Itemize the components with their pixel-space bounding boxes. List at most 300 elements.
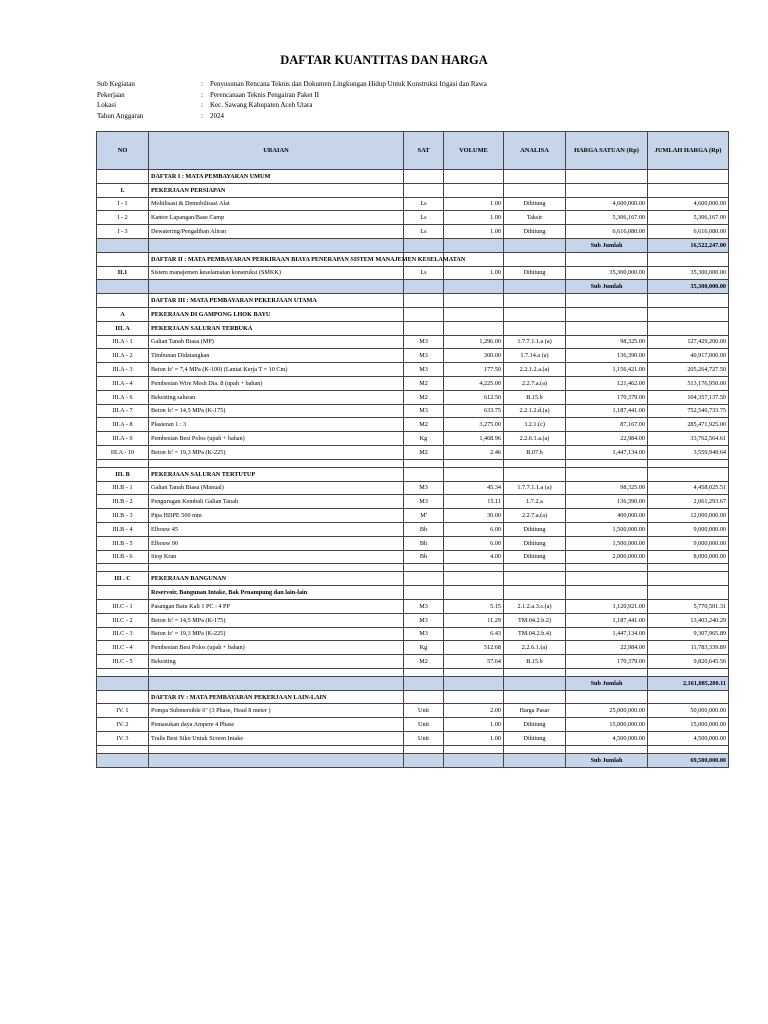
- item-unit-price: 1,447,134.00: [566, 627, 648, 641]
- item-volume: 612.50: [444, 390, 504, 404]
- item-unit: Unit: [404, 704, 444, 718]
- subtotal-row: [97, 238, 729, 252]
- item-volume: 300.00: [444, 349, 504, 363]
- item-total-price: 8,000,000.00: [648, 550, 729, 564]
- empty-cell: [444, 183, 504, 197]
- item-unit-price: 25,000,000.00: [566, 704, 648, 718]
- item-analysis: Dihitung: [504, 718, 566, 732]
- table-row: [97, 266, 729, 280]
- item-analysis: Taksir: [504, 211, 566, 225]
- item-total-price: 13,403,240.29: [648, 613, 729, 627]
- empty-cell: [404, 307, 444, 321]
- empty-cell: [566, 321, 648, 335]
- item-analysis: 2.2.7.a.(a): [504, 376, 566, 390]
- empty-cell: [504, 676, 566, 690]
- empty-cell: [444, 586, 504, 600]
- group-number: I.: [97, 183, 149, 197]
- empty-cell: [566, 252, 648, 266]
- empty-cell: [444, 238, 504, 252]
- table-row: [97, 718, 729, 732]
- section-title: DAFTAR I : MATA PEMBAYARAN UMUM: [149, 170, 404, 184]
- table-row: [97, 445, 729, 459]
- group-number: [97, 690, 149, 704]
- item-description: Beton fc' = 14,5 MPa (K-175): [149, 613, 404, 627]
- item-description: Stop Kran: [149, 550, 404, 564]
- group-title: Reservoir, Bangunan Intake, Bak Penampung dan lain-lain: [149, 586, 404, 600]
- table-row: [97, 495, 729, 509]
- item-analysis: 2.2.1.2.d.(a): [504, 404, 566, 418]
- item-unit: Unit: [404, 732, 444, 746]
- item-description: Dewatering/Pengalihan Aliran: [149, 225, 404, 239]
- empty-cell: [444, 467, 504, 481]
- empty-cell: [404, 564, 444, 572]
- item-unit: M2: [404, 390, 444, 404]
- subtotal-label: Sub Jumlah: [566, 676, 648, 690]
- item-number: I - 3: [97, 225, 149, 239]
- item-unit-price: 170,379.00: [566, 655, 648, 669]
- item-volume: 4.00: [444, 550, 504, 564]
- item-total-price: 285,471,925.00: [648, 418, 729, 432]
- empty-cell: [566, 307, 648, 321]
- item-total-price: 15,000,000.00: [648, 718, 729, 732]
- item-description: Bekesting saluran: [149, 390, 404, 404]
- item-total-price: 5,306,167.00: [648, 211, 729, 225]
- table-row: [97, 509, 729, 523]
- item-analysis: 2.2.7.a.(a): [504, 509, 566, 523]
- item-description: Pembesian Wire Mesh Dia. 8 (upah + bahan): [149, 376, 404, 390]
- item-description: Pompa Submersible 6" (3 Phase, Head 8 meter ): [149, 704, 404, 718]
- item-analysis: B.07.b: [504, 445, 566, 459]
- item-description: Pipa HDPE 500 mm: [149, 509, 404, 523]
- item-analysis: Harga Pasar: [504, 704, 566, 718]
- empty-cell: [648, 252, 729, 266]
- project-info-row: [97, 100, 487, 111]
- item-unit: M3: [404, 349, 444, 363]
- section-title: DAFTAR IV : MATA PEMBAYARAN PEKERJAAN LAIN-LAIN: [149, 690, 404, 704]
- empty-cell: [97, 676, 149, 690]
- item-analysis: Dihitung: [504, 536, 566, 550]
- item-number: IV. 3: [97, 732, 149, 746]
- project-info: [97, 79, 487, 121]
- table-row: [97, 197, 729, 211]
- item-unit: M2: [404, 376, 444, 390]
- item-unit-price: 170,379.00: [566, 390, 648, 404]
- item-unit-price: 15,000,000.00: [566, 718, 648, 732]
- item-unit: M3: [404, 481, 444, 495]
- table-header-row: [97, 132, 729, 170]
- item-volume: 1.00: [444, 225, 504, 239]
- empty-cell: [566, 668, 648, 676]
- blank-row: [97, 564, 729, 572]
- empty-cell: [648, 668, 729, 676]
- item-unit: Bh: [404, 522, 444, 536]
- project-info-label: Pekerjaan: [97, 90, 125, 99]
- item-unit-price: 1,500,000.00: [566, 536, 648, 550]
- item-analysis: Dihitung: [504, 197, 566, 211]
- empty-cell: [566, 170, 648, 184]
- item-number: IV. 1: [97, 704, 149, 718]
- empty-cell: [504, 586, 566, 600]
- item-total-price: 4,458,025.51: [648, 481, 729, 495]
- item-total-price: 50,000,000.00: [648, 704, 729, 718]
- subtotal-label: Sub Jumlah: [566, 280, 648, 294]
- table-row: [97, 613, 729, 627]
- table-row: [97, 536, 729, 550]
- header-volume: VOLUME: [444, 132, 504, 170]
- empty-cell: [404, 459, 444, 467]
- project-info-value: Kec. Sawang Kabupaten Aceh Utara: [210, 101, 313, 109]
- item-analysis: 2.2.1.2.a.(a): [504, 363, 566, 377]
- empty-cell: [149, 745, 404, 753]
- item-volume: 6.00: [444, 536, 504, 550]
- item-unit-price: 136,390.00: [566, 495, 648, 509]
- empty-cell: [648, 586, 729, 600]
- group-number: III. B: [97, 467, 149, 481]
- empty-cell: [648, 690, 729, 704]
- empty-cell: [504, 467, 566, 481]
- item-number: III.A - 6: [97, 390, 149, 404]
- item-description: Plasteran 1 : 3: [149, 418, 404, 432]
- empty-cell: [149, 280, 404, 294]
- item-number: III.C - 2: [97, 613, 149, 627]
- item-volume: 1.00: [444, 718, 504, 732]
- item-number: III.B - 2: [97, 495, 149, 509]
- subtotal-value: 69,500,000.00: [648, 753, 729, 767]
- item-description: Pembesian Besi Polos (upah + bahan): [149, 432, 404, 446]
- project-info-value: 2024: [210, 111, 224, 120]
- item-total-price: 35,300,000.00: [648, 266, 729, 280]
- empty-cell: [404, 170, 444, 184]
- item-description: Pasangan Batu Kali 1 PC : 4 PP: [149, 599, 404, 613]
- blank-row: [97, 459, 729, 467]
- item-number: III.C - 5: [97, 655, 149, 669]
- item-unit-price: 1,156,421.00: [566, 363, 648, 377]
- project-info-value: Perencanaan Teknis Pengairan Paket II: [210, 90, 320, 99]
- table-row: [97, 732, 729, 746]
- empty-cell: [648, 294, 729, 308]
- item-unit-price: 1,187,441.00: [566, 613, 648, 627]
- item-number: III.A - 4: [97, 376, 149, 390]
- empty-cell: [404, 572, 444, 586]
- item-analysis: 1.7.2.a: [504, 495, 566, 509]
- empty-cell: [404, 467, 444, 481]
- bill-of-quantities-table: [96, 131, 729, 768]
- empty-cell: [404, 690, 444, 704]
- empty-cell: [648, 572, 729, 586]
- empty-cell: [444, 676, 504, 690]
- empty-cell: [504, 745, 566, 753]
- header-analisa: ANALISA: [504, 132, 566, 170]
- group-heading-row: [97, 183, 729, 197]
- item-unit-price: 22,984.00: [566, 432, 648, 446]
- item-unit: M3: [404, 335, 444, 349]
- empty-cell: [648, 183, 729, 197]
- item-unit: M': [404, 509, 444, 523]
- empty-cell: [566, 294, 648, 308]
- item-unit-price: 22,984.00: [566, 641, 648, 655]
- blank-row: [97, 668, 729, 676]
- item-unit: Kg: [404, 641, 444, 655]
- empty-cell: [149, 676, 404, 690]
- item-volume: 15.11: [444, 495, 504, 509]
- item-unit-price: 35,300,000.00: [566, 266, 648, 280]
- item-total-price: 4,600,000.00: [648, 197, 729, 211]
- table-row: [97, 655, 729, 669]
- section-heading-row: [97, 294, 729, 308]
- item-description: Bekesting: [149, 655, 404, 669]
- item-volume: 11.29: [444, 613, 504, 627]
- group-title: PEKERJAAN SALURAN TERTUTUP: [149, 467, 404, 481]
- item-number: III.B - 6: [97, 550, 149, 564]
- empty-cell: [444, 280, 504, 294]
- item-volume: 2.00: [444, 704, 504, 718]
- project-info-row: [97, 90, 487, 101]
- item-description: Pengurugan Kembali Galian Tanah: [149, 495, 404, 509]
- item-analysis: TM.04.2.b.2): [504, 613, 566, 627]
- item-total-price: 752,540,733.75: [648, 404, 729, 418]
- item-description: Elbouw 90: [149, 536, 404, 550]
- empty-cell: [404, 238, 444, 252]
- item-analysis: B.15.b: [504, 390, 566, 404]
- empty-cell: [648, 321, 729, 335]
- project-info-colon: :: [201, 90, 203, 99]
- item-total-price: 6,616,080.00: [648, 225, 729, 239]
- item-number: III.A - 7: [97, 404, 149, 418]
- item-number: I - 2: [97, 211, 149, 225]
- item-volume: 1.00: [444, 211, 504, 225]
- item-total-price: 513,176,950.00: [648, 376, 729, 390]
- item-unit-price: 136,390.00: [566, 349, 648, 363]
- project-info-colon: :: [201, 111, 203, 120]
- item-description: Mobilisasi & Demobilisasi Alat: [149, 197, 404, 211]
- group-number: [97, 170, 149, 184]
- subtotal-value: 2,161,085,200.11: [648, 676, 729, 690]
- empty-cell: [504, 294, 566, 308]
- item-unit-price: 1,187,441.00: [566, 404, 648, 418]
- empty-cell: [404, 586, 444, 600]
- empty-cell: [149, 238, 404, 252]
- empty-cell: [504, 280, 566, 294]
- empty-cell: [404, 280, 444, 294]
- subtotal-label: Sub Jumlah: [566, 238, 648, 252]
- item-number: III.A - 3: [97, 363, 149, 377]
- item-unit: Kg: [404, 432, 444, 446]
- item-volume: 6.00: [444, 522, 504, 536]
- item-unit: M3: [404, 404, 444, 418]
- section-title: DAFTAR II : MATA PEMBAYARAN PERKIRAAN BIAYA PENERAPAN SISTEM MANAJEMEN KESELAMATAN: [149, 252, 404, 266]
- item-unit: M3: [404, 627, 444, 641]
- item-unit: M3: [404, 613, 444, 627]
- item-unit: Ls: [404, 197, 444, 211]
- item-description: Sistem manajemen keselamatan konstruksi (SMKK): [149, 266, 404, 280]
- empty-cell: [149, 753, 404, 767]
- header-jumlah-harga: JUMLAH HARGA (Rp): [648, 132, 729, 170]
- subtotal-value: 16,522,247.00: [648, 238, 729, 252]
- item-total-price: 104,357,137.50: [648, 390, 729, 404]
- table-row: [97, 550, 729, 564]
- item-analysis: Dihitung: [504, 225, 566, 239]
- empty-cell: [97, 745, 149, 753]
- subtotal-value: 35,300,000.00: [648, 280, 729, 294]
- empty-cell: [566, 572, 648, 586]
- group-heading-row: [97, 467, 729, 481]
- item-volume: 45.34: [444, 481, 504, 495]
- table-row: [97, 418, 729, 432]
- item-description: Pembesian Besi Polos (upah + bahan): [149, 641, 404, 655]
- empty-cell: [444, 572, 504, 586]
- item-description: Kantor Lapangan/Base Camp: [149, 211, 404, 225]
- item-description: Galian Tanah Biasa (MP): [149, 335, 404, 349]
- empty-cell: [504, 753, 566, 767]
- empty-cell: [648, 170, 729, 184]
- empty-cell: [404, 294, 444, 308]
- project-info-label: Sub Kegiatan: [97, 80, 135, 88]
- item-number: III.A - 2: [97, 349, 149, 363]
- empty-cell: [149, 459, 404, 467]
- item-volume: 177.50: [444, 363, 504, 377]
- item-description: Beton fc' = 19,3 MPa (K-225): [149, 445, 404, 459]
- item-number: III.C - 4: [97, 641, 149, 655]
- table-row: [97, 404, 729, 418]
- group-title: PEKERJAAN DI GAMPONG LHOK BAYU: [149, 307, 404, 321]
- item-total-price: 5,770,501.31: [648, 599, 729, 613]
- item-number: III.A - 10: [97, 445, 149, 459]
- item-total-price: 11,783,339.89: [648, 641, 729, 655]
- empty-cell: [504, 183, 566, 197]
- item-analysis: 2.1.2.a.3.c.(a): [504, 599, 566, 613]
- item-total-price: 2,061,293.67: [648, 495, 729, 509]
- item-unit-price: 4,500,000.00: [566, 732, 648, 746]
- table-row: [97, 390, 729, 404]
- empty-cell: [648, 467, 729, 481]
- table-row: [97, 335, 729, 349]
- empty-cell: [504, 459, 566, 467]
- item-number: I - 1: [97, 197, 149, 211]
- item-number: III.C - 3: [97, 627, 149, 641]
- empty-cell: [648, 459, 729, 467]
- group-number: [97, 252, 149, 266]
- empty-cell: [504, 252, 566, 266]
- subtotal-row: [97, 753, 729, 767]
- empty-cell: [97, 459, 149, 467]
- item-volume: 1,468.96: [444, 432, 504, 446]
- empty-cell: [444, 321, 504, 335]
- item-analysis: 1.7.14.a (a): [504, 349, 566, 363]
- item-volume: 30.00: [444, 509, 504, 523]
- empty-cell: [149, 564, 404, 572]
- item-unit: Ls: [404, 225, 444, 239]
- item-description: Beton fc' = 7,4 MPa (K-100) (Lantai Kerja T = 10 Cm): [149, 363, 404, 377]
- item-volume: 633.75: [444, 404, 504, 418]
- empty-cell: [566, 745, 648, 753]
- item-unit: Unit: [404, 718, 444, 732]
- item-unit: M2: [404, 655, 444, 669]
- item-number: III.B - 4: [97, 522, 149, 536]
- item-volume: 1.00: [444, 732, 504, 746]
- group-heading-row: [97, 572, 729, 586]
- table-row: [97, 599, 729, 613]
- empty-cell: [504, 690, 566, 704]
- empty-cell: [404, 183, 444, 197]
- table-row: [97, 627, 729, 641]
- item-volume: 5.15: [444, 599, 504, 613]
- item-volume: 6.43: [444, 627, 504, 641]
- subtotal-label: Sub Jumlah: [566, 753, 648, 767]
- project-info-row: [97, 111, 487, 122]
- empty-cell: [566, 459, 648, 467]
- item-description: Tralis Besi Siku Untuk Screen Intake: [149, 732, 404, 746]
- item-unit: Ls: [404, 266, 444, 280]
- empty-cell: [504, 564, 566, 572]
- item-analysis: 2.2.6.1.a.(a): [504, 432, 566, 446]
- item-unit-price: 5,306,167.00: [566, 211, 648, 225]
- item-analysis: Dihitung: [504, 266, 566, 280]
- item-analysis: 2.2.6.1.(a): [504, 641, 566, 655]
- project-info-row: [97, 79, 487, 90]
- table-row: [97, 376, 729, 390]
- empty-cell: [444, 668, 504, 676]
- empty-cell: [97, 668, 149, 676]
- empty-cell: [444, 459, 504, 467]
- item-unit-price: 98,325.00: [566, 335, 648, 349]
- item-description: Beton fc' = 14,5 MPa (K-175): [149, 404, 404, 418]
- project-info-value: Penyusunan Rencana Teknis dan Dokumen Lingkungan Hidup Untuk Konstruksi Irigasi dan Rawa: [210, 80, 487, 88]
- item-unit: Ls: [404, 211, 444, 225]
- empty-cell: [404, 676, 444, 690]
- empty-cell: [504, 572, 566, 586]
- group-number: III . C: [97, 572, 149, 586]
- empty-cell: [566, 586, 648, 600]
- table-row: [97, 481, 729, 495]
- item-analysis: Dihitung: [504, 522, 566, 536]
- item-unit: Bh: [404, 550, 444, 564]
- empty-cell: [566, 690, 648, 704]
- item-unit: Bh: [404, 536, 444, 550]
- item-unit-price: 4,600,000.00: [566, 197, 648, 211]
- group-title: PEKERJAAN SALURAN TERBUKA: [149, 321, 404, 335]
- item-unit: M2: [404, 445, 444, 459]
- item-volume: 1,296.00: [444, 335, 504, 349]
- section-heading-row: [97, 252, 729, 266]
- item-total-price: 12,000,000.00: [648, 509, 729, 523]
- item-number: III.A - 1: [97, 335, 149, 349]
- group-number: III. A: [97, 321, 149, 335]
- item-number: III.B - 3: [97, 509, 149, 523]
- empty-cell: [504, 238, 566, 252]
- group-number: [97, 294, 149, 308]
- empty-cell: [504, 668, 566, 676]
- item-number: III.A - 8: [97, 418, 149, 432]
- empty-cell: [444, 307, 504, 321]
- empty-cell: [97, 280, 149, 294]
- item-number: IV. 2: [97, 718, 149, 732]
- empty-cell: [504, 170, 566, 184]
- table-row: [97, 432, 729, 446]
- empty-cell: [404, 745, 444, 753]
- project-info-colon: :: [201, 101, 203, 109]
- document-title: DAFTAR KUANTITAS DAN HARGA: [280, 53, 488, 67]
- item-volume: 1.00: [444, 266, 504, 280]
- item-unit-price: 400,000.00: [566, 509, 648, 523]
- item-unit-price: 1,447,134.00: [566, 445, 648, 459]
- item-unit-price: 1,500,000.00: [566, 522, 648, 536]
- item-description: Pemasukan daya Ampere 4 Phase: [149, 718, 404, 732]
- empty-cell: [444, 170, 504, 184]
- item-total-price: 33,762,564.61: [648, 432, 729, 446]
- item-number: II.1: [97, 266, 149, 280]
- item-unit-price: 6,616,080.00: [566, 225, 648, 239]
- item-analysis: Dihitung: [504, 732, 566, 746]
